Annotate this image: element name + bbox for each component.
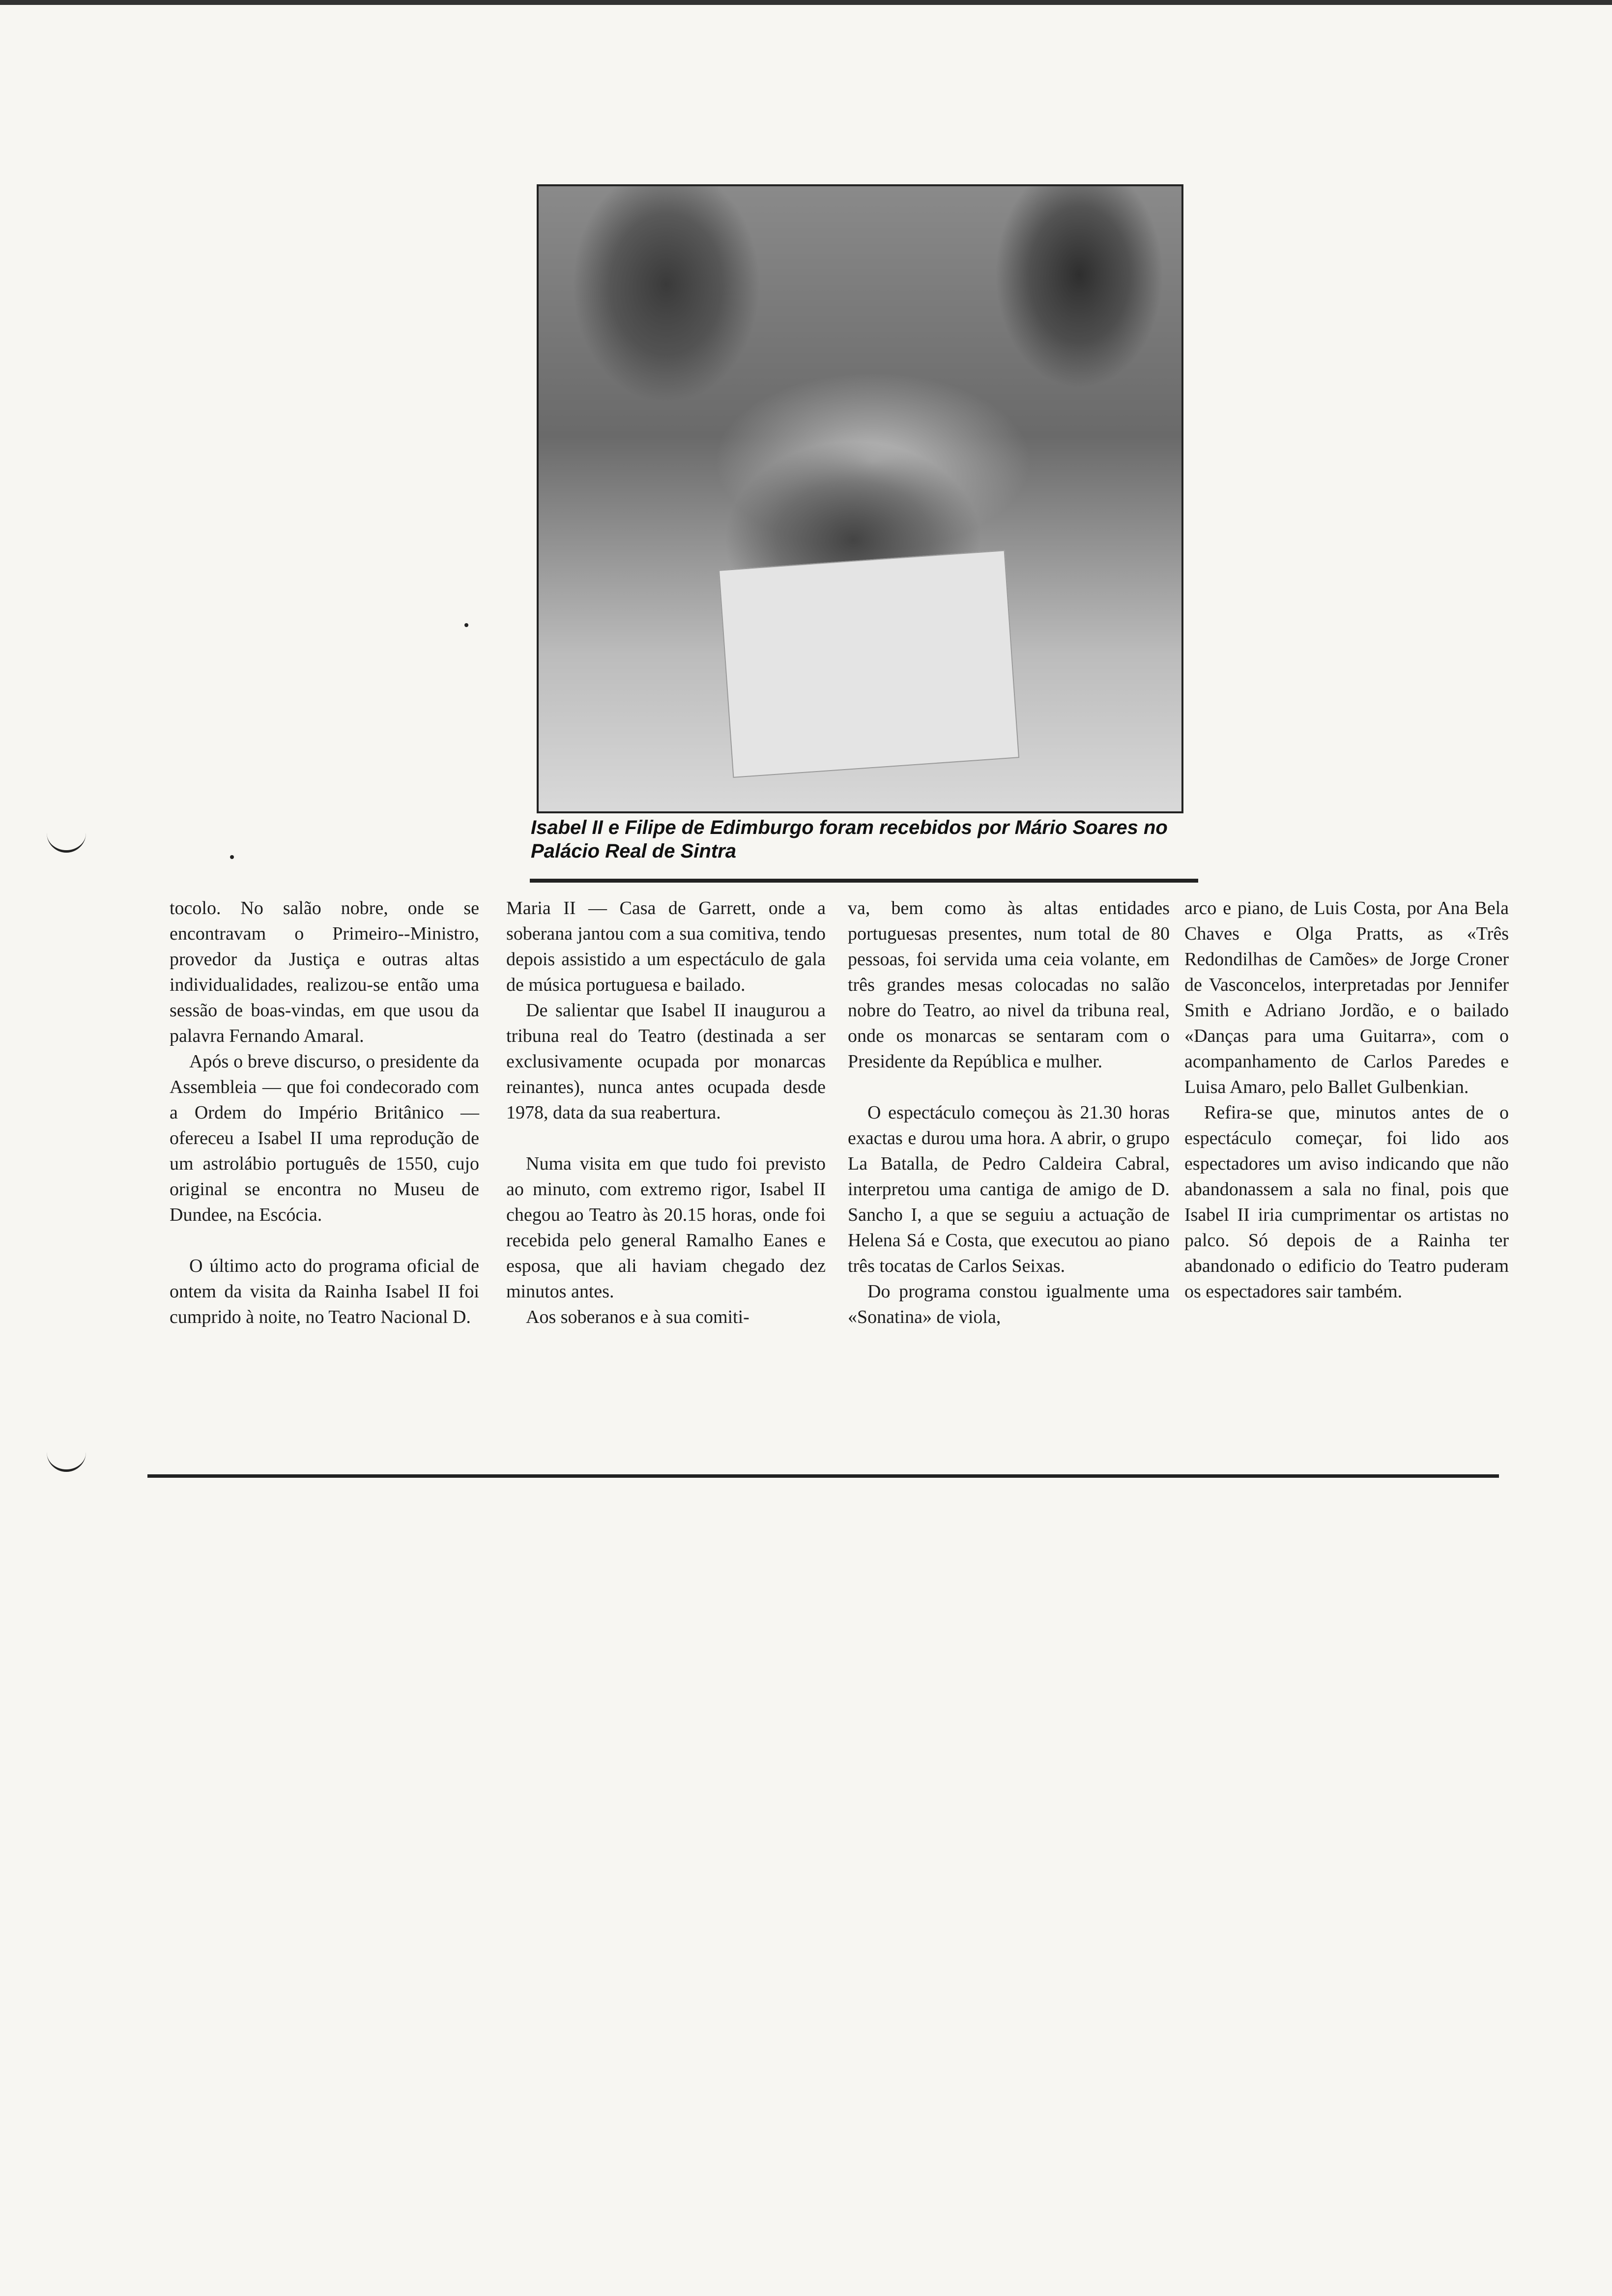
paragraph: arco e piano, de Luis Costa, por Ana Bela Chaves e Olga Pratts, as «Três Redondilhas de Camões» de Jorge Croner de Vasconcelos, interpretadas por Jennifer Smith e Adriano Jordão, e o bailado «Danças para uma Guitarra», com o acompanhamento de Carlos Paredes e Luisa Amaro, pelo Ballet Gulbenkian. [1184,898,1509,1097]
news-photo [537,184,1183,813]
article-column-3 [848,895,1170,1330]
binding-mark [47,831,86,853]
article-column-1 [170,895,479,1330]
paragraph: O último acto do programa oficial de ontem da visita da Rainha Isabel II foi cumprido à noite, no Teatro Nacional D. [170,1256,479,1327]
paragraph: tocolo. No salão nobre, onde se encontravam o Primeiro--Ministro, provedor da Justiça e outras altas individualidades, realizou-se então uma sessão de boas-vindas, em que usou da palavra Fernando Amaral. [170,898,479,1046]
binding-mark [47,1450,86,1472]
photo-caption: Isabel II e Filipe de Edimburgo foram recebidos por Mário Soares no Palácio Real de Sintra [531,817,1168,862]
caption-rule [530,879,1198,883]
paragraph: O espectáculo começou às 21.30 horas exactas e durou uma hora. A abrir, o grupo La Batalla, de Pedro Caldeira Cabral, interpretou uma cantiga de amigo de D. Sancho I, a que se seguiu a actuação de Helena Sá e Costa, que executou ao piano três tocatas de Carlos Seixas. [848,1102,1170,1276]
paragraph: Após o breve discurso, o presidente da Assembleia — que foi condecorado com a Ordem do Império Britânico — ofereceu a Isabel II uma reprodução de um astrolábio português de 1550, cujo original se encontra no Museu de Dundee, na Escócia. [170,1051,479,1225]
article-column-2 [506,895,826,1330]
paragraph: Refira-se que, minutos antes de o espectáculo começar, foi lido aos espectadores um aviso indicando que não abandonassem a sala no final, pois que Isabel II iria cumprimentar os artistas no palco. Só depois de a Rainha ter abandonado o edificio do Teatro puderam os espectadores sair também. [1184,1102,1509,1302]
bottom-rule [147,1474,1499,1478]
photo-document [719,550,1019,778]
paragraph: Maria II — Casa de Garrett, onde a soberana jantou com a sua comitiva, tendo depois assistido a um espectáculo de gala de música portuguesa e bailado. [506,898,826,995]
paragraph: De salientar que Isabel II inaugurou a tribuna real do Teatro (destinada a ser exclusivamente ocupada por monarcas reinantes), nunca antes ocupada desde 1978, data da sua reabertura. [506,1000,826,1123]
paragraph: va, bem como às altas entidades portuguesas presentes, num total de 80 pessoas, foi servida uma ceia volante, em três grandes mesas colocadas no salão nobre do Teatro, ao nivel da tribuna real, onde os monarcas se sentaram com o Presidente da República e mulher. [848,898,1170,1072]
article-column-4 [1184,895,1509,1304]
top-border-rule [0,0,1612,5]
speck [464,623,468,627]
speck [230,855,234,859]
paragraph: Aos soberanos e à sua comiti- [526,1307,749,1327]
paragraph: Do programa constou igualmente uma «Sonatina» de viola, [848,1281,1170,1327]
paragraph: Numa visita em que tudo foi previsto ao minuto, com extremo rigor, Isabel II chegou ao Teatro às 20.15 horas, onde foi recebida pelo general Ramalho Eanes e esposa, que ali haviam chegado dez minutos antes. [506,1153,826,1302]
